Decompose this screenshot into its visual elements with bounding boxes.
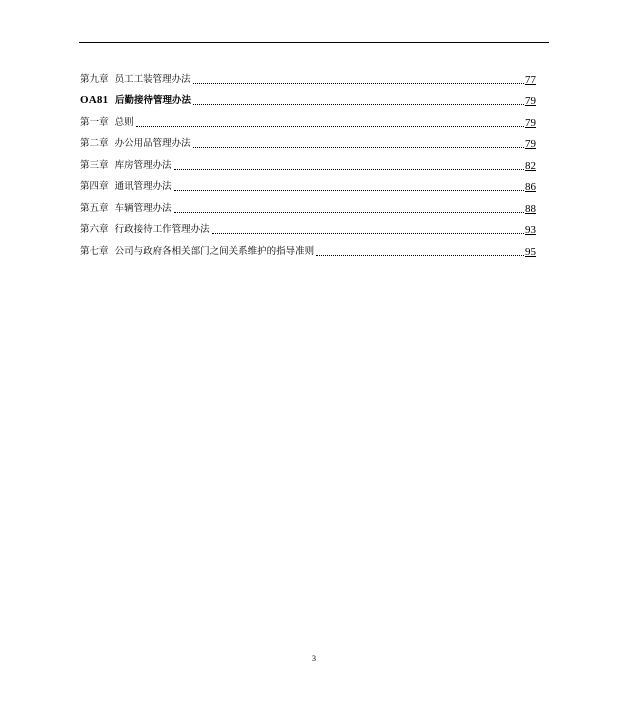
toc-entry[interactable] — [80, 215, 536, 237]
dot-leader — [212, 233, 524, 234]
toc-entry[interactable] — [80, 107, 536, 129]
toc-entry-title — [80, 246, 315, 258]
toc-entry-title — [80, 181, 173, 193]
toc-entry[interactable] — [80, 86, 536, 108]
toc-title-text: 车辆管理办法 — [114, 202, 172, 214]
toc-entry-title — [80, 203, 173, 215]
toc-chapter-label: 第五章 — [80, 202, 109, 214]
toc-chapter-label: 第九章 — [80, 73, 109, 85]
toc-entry[interactable] — [80, 64, 536, 86]
toc-title-text: 行政接待工作管理办法 — [114, 224, 210, 235]
dot-leader — [193, 147, 524, 148]
toc-page-number[interactable]: 86 — [525, 181, 536, 193]
dot-leader — [174, 212, 524, 213]
toc-entry-title — [80, 74, 192, 86]
table-of-contents — [80, 64, 536, 258]
toc-page-number[interactable]: 77 — [525, 73, 536, 86]
toc-entry-title — [80, 94, 192, 107]
toc-chapter-label: 第六章 — [80, 224, 109, 235]
toc-page-number[interactable]: 88 — [525, 202, 536, 215]
toc-entry[interactable] — [80, 150, 536, 172]
toc-entry[interactable] — [80, 236, 536, 258]
toc-page-number[interactable]: 79 — [525, 116, 536, 129]
toc-title-text: 办公用品管理办法 — [114, 138, 191, 149]
toc-title-text: 员工工装管理办法 — [114, 73, 191, 85]
toc-entry-title — [80, 117, 135, 129]
toc-chapter-label: 第一章 — [80, 116, 109, 128]
toc-title-text: 公司与政府各相关部门之间关系维护的指导准则 — [114, 245, 315, 257]
dot-leader — [193, 104, 524, 105]
dot-leader — [136, 126, 524, 127]
toc-chapter-label: 第三章 — [80, 159, 109, 171]
toc-entry[interactable] — [80, 129, 536, 151]
toc-chapter-label: OA81 — [80, 94, 109, 106]
toc-entry-title — [80, 160, 173, 172]
toc-entry-title — [80, 224, 211, 236]
page-number: 3 — [312, 654, 316, 663]
toc-chapter-label: 第七章 — [80, 245, 109, 257]
toc-page-number[interactable]: 93 — [525, 224, 536, 236]
toc-chapter-label: 第二章 — [80, 138, 109, 149]
toc-page-number[interactable]: 95 — [525, 245, 536, 258]
toc-title-text: 通讯管理办法 — [114, 181, 172, 192]
toc-page-number[interactable]: 82 — [525, 159, 536, 172]
dot-leader — [193, 83, 524, 84]
toc-title-text: 库房管理办法 — [114, 159, 172, 171]
header-rule — [79, 42, 549, 43]
toc-entry[interactable] — [80, 193, 536, 215]
toc-page-number[interactable]: 79 — [525, 138, 536, 150]
toc-page-number[interactable]: 79 — [525, 95, 536, 107]
dot-leader — [316, 255, 524, 256]
toc-title-text: 后勤接待管理办法 — [114, 95, 191, 106]
toc-entry[interactable] — [80, 172, 536, 194]
toc-title-text: 总则 — [114, 116, 134, 128]
dot-leader — [174, 190, 524, 191]
dot-leader — [174, 169, 524, 170]
toc-chapter-label: 第四章 — [80, 181, 109, 192]
toc-entry-title — [80, 138, 192, 150]
